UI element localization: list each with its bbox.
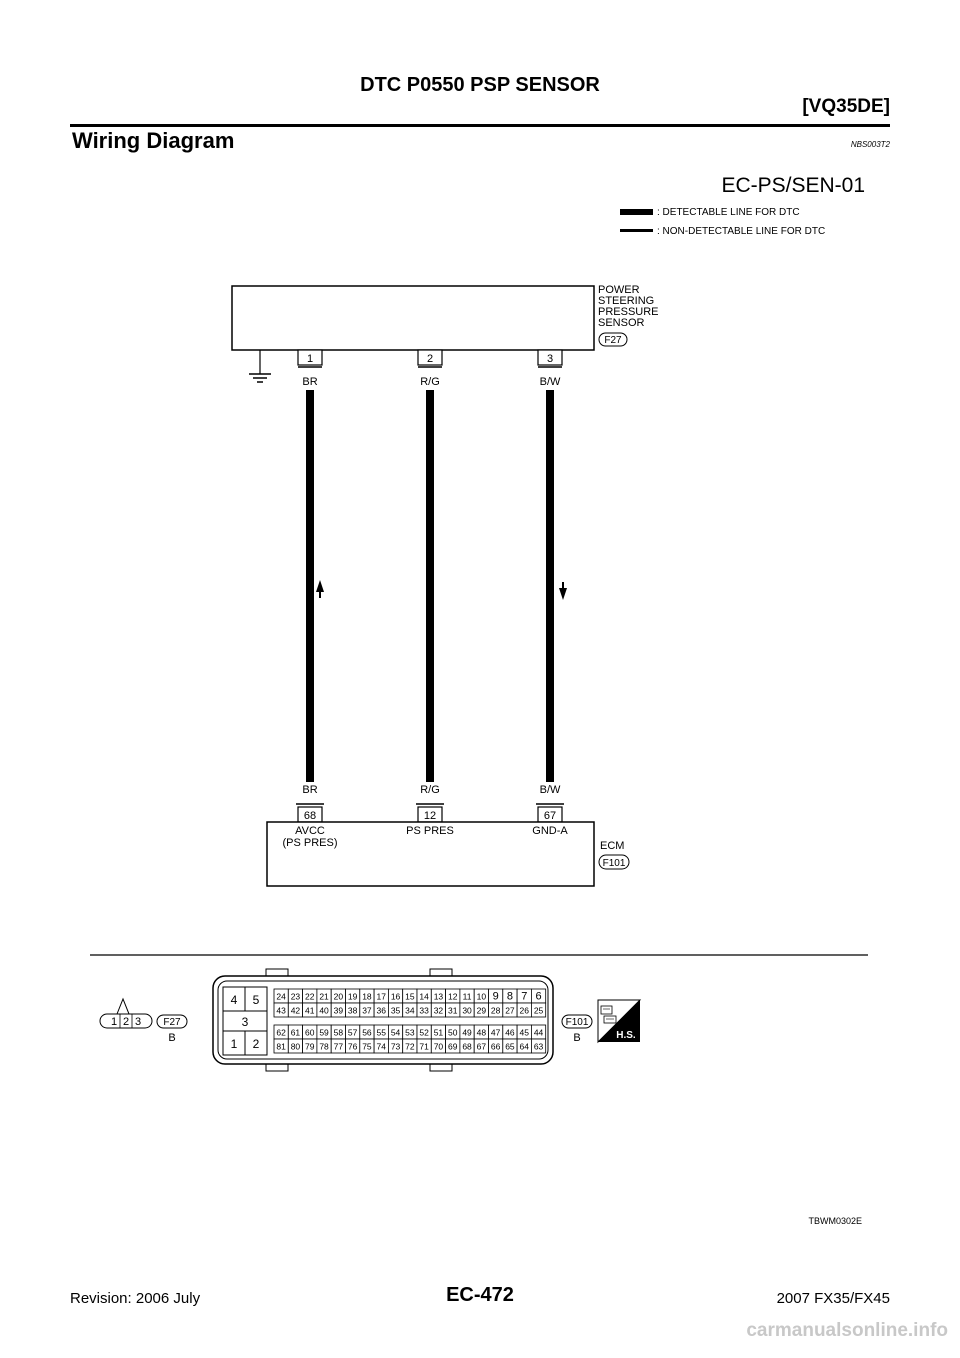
- sensor-box: [232, 286, 594, 350]
- sensor-name-line-1: POWER: [598, 284, 640, 296]
- section-ref-code: NBS003T2: [850, 140, 890, 149]
- f101-pin-26: 26: [519, 1005, 529, 1016]
- f101-pin-11: 11: [462, 991, 472, 1002]
- wire-rg: [426, 390, 434, 782]
- f27-pin-3: 3: [134, 1016, 142, 1028]
- f101-pin-77: 77: [333, 1041, 344, 1052]
- f27-pin-2: 2: [122, 1016, 130, 1028]
- ecm-pin-12: [416, 804, 444, 822]
- f101-pin-34: 34: [405, 1005, 415, 1016]
- sensor-name-line-2: STEERING: [598, 295, 655, 307]
- f101-pin-56: 56: [362, 1027, 372, 1038]
- f101-pin-51: 51: [433, 1027, 444, 1038]
- f101-pin-41: 41: [305, 1005, 315, 1016]
- svg-text:2: 2: [426, 353, 434, 365]
- f101-pin-71: 71: [419, 1041, 429, 1052]
- wire-color-top-2: R/G: [420, 376, 440, 388]
- f101-pin-22: 22: [305, 991, 315, 1002]
- f101-pin-53: 53: [405, 1027, 415, 1038]
- f101-connector-face: [213, 969, 553, 1071]
- section-title: Wiring Diagram: [72, 128, 235, 153]
- svg-text:1: 1: [306, 353, 314, 365]
- wire-bw: [546, 390, 554, 782]
- f101-pin-63: 63: [533, 1041, 544, 1052]
- f101-pin-52: 52: [419, 1027, 429, 1038]
- f101-pin-68: 68: [462, 1041, 472, 1052]
- f101-pin-33: 33: [419, 1005, 429, 1016]
- f101-pin-65: 65: [505, 1041, 515, 1052]
- f101-view-name: F101: [565, 1017, 589, 1028]
- f101-pin-79: 79: [305, 1041, 315, 1052]
- ecm-pin-12-label: PS PRES: [406, 825, 454, 837]
- ecm-pin-68-label-1: AVCC: [295, 825, 325, 837]
- f101-pin-72: 72: [405, 1041, 415, 1052]
- f101-pin-42: 42: [290, 1005, 301, 1016]
- f101-small-pin-2: 2: [252, 1037, 260, 1051]
- f101-pin-35: 35: [390, 1005, 401, 1016]
- f101-pin-46: 46: [505, 1027, 515, 1038]
- legend-detectable-line: [620, 209, 653, 215]
- f101-pin-27: 27: [505, 1005, 515, 1016]
- footer-model: 2007 FX35/FX45: [776, 1290, 890, 1307]
- f101-pin-62: 62: [276, 1027, 286, 1038]
- footer-page-number: EC-472: [446, 1284, 514, 1306]
- f101-pin-9: 9: [492, 990, 499, 1003]
- f101-pin-76: 76: [347, 1041, 358, 1052]
- f101-pin-57: 57: [347, 1027, 358, 1038]
- f101-pin-18: 18: [362, 991, 372, 1002]
- wire-color-top-3: B/W: [539, 376, 561, 388]
- f101-pin-80: 80: [290, 1041, 301, 1052]
- f101-pin-45: 45: [519, 1027, 529, 1038]
- legend-non-detectable-text: : NON-DETECTABLE LINE FOR DTC: [657, 226, 826, 237]
- watermark: carmanualsonline.info: [746, 1320, 948, 1341]
- f101-pin-12: 12: [448, 991, 458, 1002]
- f101-pin-17: 17: [376, 991, 386, 1002]
- f101-pin-58: 58: [333, 1027, 344, 1038]
- ecm-connector-id: F101: [602, 858, 626, 869]
- f101-pin-14: 14: [419, 991, 429, 1002]
- f101-pin-67: 67: [476, 1041, 487, 1052]
- svg-text:67: 67: [543, 810, 557, 822]
- sensor-name-line-3: PRESSURE: [598, 306, 659, 318]
- f101-pin-28: 28: [490, 1005, 501, 1016]
- f101-pin-49: 49: [462, 1027, 472, 1038]
- f101-pin-37: 37: [362, 1005, 372, 1016]
- wire-color-top-1: BR: [302, 376, 318, 388]
- figure-code: TBWM0302E: [808, 1216, 862, 1226]
- f101-pin-25: 25: [533, 1005, 544, 1016]
- f101-pin-32: 32: [433, 1005, 444, 1016]
- f101-view-color: B: [573, 1032, 581, 1044]
- f101-pin-10: 10: [476, 991, 487, 1002]
- f101-pin-40: 40: [319, 1005, 329, 1016]
- f101-pin-69: 69: [448, 1041, 458, 1052]
- hs-connector-icon: [598, 1000, 640, 1042]
- page-title: DTC P0550 PSP SENSOR: [360, 74, 600, 96]
- f101-pin-64: 64: [519, 1041, 529, 1052]
- f101-pin-38: 38: [347, 1005, 358, 1016]
- hs-label: H.S.: [616, 1030, 636, 1041]
- f101-pin-73: 73: [390, 1041, 401, 1052]
- f101-pin-74: 74: [376, 1041, 386, 1052]
- f27-view-name: F27: [163, 1017, 181, 1028]
- f101-pin-54: 54: [390, 1027, 401, 1038]
- f101-pin-75: 75: [362, 1041, 372, 1052]
- f101-pin-81: 81: [276, 1041, 286, 1052]
- f101-pin-29: 29: [476, 1005, 487, 1016]
- f101-pin-13: 13: [433, 991, 444, 1002]
- f101-pin-30: 30: [462, 1005, 472, 1016]
- ecm-pin-67-label: GND-A: [532, 825, 568, 837]
- f101-small-pin-1: 1: [230, 1037, 238, 1051]
- legend-detectable-text: : DETECTABLE LINE FOR DTC: [657, 207, 800, 218]
- f27-pin-1: 1: [110, 1016, 118, 1028]
- f101-pin-44: 44: [533, 1027, 544, 1038]
- f101-pin-7: 7: [521, 990, 528, 1003]
- svg-text:12: 12: [423, 810, 437, 822]
- f27-connector-view: [100, 999, 187, 1044]
- f101-pin-78: 78: [319, 1041, 329, 1052]
- signal-arrow-up: [316, 580, 324, 598]
- f101-pin-66: 66: [490, 1041, 501, 1052]
- f101-pin-39: 39: [333, 1005, 344, 1016]
- f101-small-pin-4: 4: [230, 993, 238, 1007]
- f101-pin-15: 15: [405, 991, 415, 1002]
- f27-view-color: B: [168, 1032, 176, 1044]
- svg-text:3: 3: [546, 353, 554, 365]
- f101-small-pin-3: 3: [241, 1015, 249, 1029]
- f101-pin-59: 59: [319, 1027, 329, 1038]
- ecm-pin-68-label-2: (PS PRES): [282, 837, 338, 849]
- f101-pin-16: 16: [390, 991, 401, 1002]
- f101-pin-21: 21: [319, 991, 329, 1002]
- f101-pin-61: 61: [290, 1027, 301, 1038]
- wire-color-bottom-2: R/G: [420, 784, 440, 796]
- sensor-name-line-4: SENSOR: [598, 317, 645, 329]
- wire-br: [306, 390, 314, 782]
- legend-non-detectable-line: [620, 229, 653, 232]
- f101-pin-36: 36: [376, 1005, 386, 1016]
- ecm-name: ECM: [600, 840, 625, 852]
- sensor-pin-2: [418, 350, 442, 367]
- signal-arrow-down: [559, 582, 567, 600]
- f101-pin-50: 50: [448, 1027, 458, 1038]
- wire-color-bottom-1: BR: [302, 784, 318, 796]
- f101-pin-20: 20: [333, 991, 344, 1002]
- f101-pin-55: 55: [376, 1027, 386, 1038]
- f101-small-pin-5: 5: [252, 993, 260, 1007]
- f101-pin-60: 60: [305, 1027, 315, 1038]
- sensor-connector-id: F27: [604, 335, 622, 346]
- sensor-pin-1: [298, 350, 322, 367]
- f101-pin-19: 19: [347, 991, 358, 1002]
- f101-pin-24: 24: [276, 991, 286, 1002]
- f101-pin-6: 6: [535, 990, 542, 1003]
- f101-pin-48: 48: [476, 1027, 487, 1038]
- ecm-pin-67: [536, 804, 564, 822]
- footer-revision: Revision: 2006 July: [70, 1290, 201, 1307]
- f101-pin-8: 8: [506, 990, 514, 1003]
- f101-pin-47: 47: [490, 1027, 501, 1038]
- engine-label: [VQ35DE]: [802, 96, 890, 117]
- diagram-id: EC-PS/SEN-01: [721, 174, 865, 197]
- f101-view-label: [562, 1015, 592, 1044]
- sensor-pin-3: [538, 350, 562, 367]
- svg-text:68: 68: [303, 810, 317, 822]
- ecm-pin-68: [296, 804, 324, 822]
- f101-pin-23: 23: [290, 991, 301, 1002]
- f101-pin-70: 70: [433, 1041, 444, 1052]
- f101-pin-31: 31: [448, 1005, 458, 1016]
- f101-pin-43: 43: [276, 1005, 286, 1016]
- wire-color-bottom-3: B/W: [539, 784, 561, 796]
